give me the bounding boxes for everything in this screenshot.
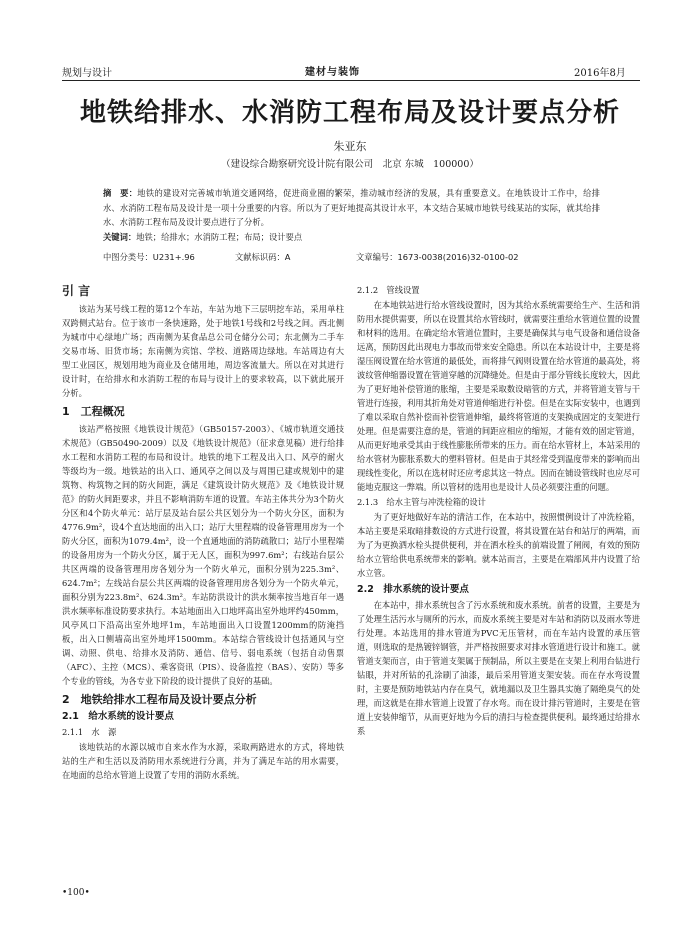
abstract-label: 摘 要： [103,188,138,198]
doc-code: 文献标识码：A [235,252,291,262]
clc-number: 中图分类号：U231+.96 [103,252,195,262]
keywords-text: 地铁；给排水；水消防工程；布局；设计要点 [136,231,303,242]
running-header-left: 规划与设计 [62,68,112,79]
abstract-block [103,186,600,244]
page-number: •100• [62,888,90,898]
section-1-paragraph: 该站严格按照《地铁设计规范》（GB50157-2003）、《城市轨道交通技术规范》（GB50490-2009）以及《地铁设计规范》（征求意见稿）进行给排水工程和水消防工程的布局和设计。地铁的地下工程及出入口、风亭的耐火等级均为一级。地铁站的出入口、通风亭之间以及与周围已建或规划中的建筑物、构筑物之间的防火间距，满足《建筑设计防火规范》及《地铁设计规范》的防火间距要求，并且不影响消防车道的设置。车站主体共分为3个防火分区和4个防火单元：站厅层及站台层公共区划分为一个防火分区，面积为4776.9m²，设4个直达地面的出入口；站厅大里程端的设备管理用房为一个防火分区，面积为1079.4m²，设一个直通地面的消防疏散口；站厅小里程端的设备用房为一个防火分区，属于无人区，面积为997.6m²；右线站台层公共区两端的设备管理用房各划分为一个防火单元，面积分别为225.3m²、624.7m²；左线站台层公共区两端的设备管理用房各划分为一个防火单元，面积分别为223.8m²、624.3m²。车站防洪设计的洪水频率按当地百年一遇洪水频率标准设防要求执行。本站地面出入口地坪高出室外地坪约450mm，风亭风口下沿高出室外地坪1m，车站地面出入口设置1200mm的防淹挡板，出入口侧墙高出室外地坪1500mm。本站综合管线设计包括通风与空调、动照、供电、给排水及消防、通信、信号、弱电系统（包括自动售票（AFC）、主控（MCS）、乘客资讯（PIS）、设备监控（BAS）、安防）等多个专业的管线，为各专业下阶段的设计提供了良好的基础。 [62,424,344,686]
running-header-journal: 建材与装饰 [305,67,360,78]
intro-paragraph: 该站为某号线工程的第12个车站，车站为地下三层明挖车站，采用单柱双跨侧式站台。位于该市一条快速路，处于地铁1号线和2号线之间。西北侧为城市中心绿地广场；西南侧为某食品总公司仓储分公司；东北侧为二手车交易市场、旧货市场；东南侧为宾馆、学校、道路周边绿地。车站周边有大型工业园区，规划用地为商业及仓储用地，周边客流量大。所以在对其进行设计时，在给排水和水消防工程的布局与设计上的要求较高，以下就此展开分析。 [62,304,344,398]
section-2-1-heading: 2.1 给水系统的设计要点 [62,711,174,722]
section-2-1-2-paragraph: 在本地铁站进行给水管线设置时，因为其给水系统需要给生产、生活和消防用水提供需要，所以在设置其给水管线时，就需要注重给水管道位置的设置和材料的选用。在确定给水管道位置时，主要是确保其与电气设备和通信设备远离，预防因此出现电力事故而带来安全隐患。所以在本站设计中，主要是将湿压阀设置在给水管道的最低处，而将排气阀则设置在给水管道的最高处，将波纹管伸缩器设置在管道穿越的沉降缝处。但是由于部分管线长度较大，因此为了更好地补偿管道的胀缩，主要是采取数设暗管的方式，并将管道支管与干管进行连接，利用其折角处对管道伸缩进行补偿。但是在实际安装中，也遇到了难以采取自然补偿而补偿管道伸缩，最终将管道的支架换成固定的支架进行处理。但是需要注意的是，管道的间距应相应的缩短，才能有效的固定管道，从而更好地承受其由于线性膨胀所带来的压力。而在给水管材上，本站采用的给水管材为膨胀系数大的塑料管材。但是由于其经常受到温度带来的影响而出现线性变化，所以在选材时还应考虑其这一特点。因而在铺设管线时也应尽可能地克服这一弊端。所以管材的选用也是设计人员必须要注重的问题。 [357,300,640,492]
running-header-date: 2016年8月 [574,68,626,79]
section-2-heading: 2 地铁给排水工程布局及设计要点分析 [62,693,257,706]
article-number: 文章编号：1673-0038(2016)32-0100-02 [356,252,519,262]
section-2-1-1-heading: 2.1.1 水 源 [62,727,117,737]
section-2-1-3-heading: 2.1.3 给水主管与冲洗栓箱的设计 [357,497,486,507]
left-column [62,282,344,782]
right-column [357,282,640,738]
section-1-heading: 1 工程概况 [62,405,125,418]
section-2-1-1-paragraph: 该地铁站的水源以城市自来水作为水源，采取两路进水的方式，将地铁站的生产和生活以及消防用水系统进行分离，并为了满足车站的用水需要，在地面的总给水管道上设置了专用的消防水系统。 [62,742,344,780]
intro-heading: 引 言 [62,284,91,298]
keywords-label: 关键词： [103,231,137,242]
author-affiliation: （建设综合勘察研究设计院有限公司 北京 东城 100000） [221,159,479,170]
section-2-2-heading: 2.2 排水系统的设计要点 [357,584,469,595]
section-2-1-3-paragraph: 为了更好地做好车站的清洁工作，在本站中，按照惯例设计了冲洗栓箱，本站主要是采取暗排数设的方式进行设置，将其设置在站台和站厅的两端，而为了为更换洒水栓头提供便利，并在洒水栓头的前端设置了闸阀，有效的预防给水立管给供电系统带来的影响。就本站而言，主要是在端部风井内设置了给水立管。 [357,512,640,578]
section-2-2-paragraph: 在本站中，排水系统包含了污水系统和废水系统。前者的设置，主要是为了处理生活污水与厕所的污水，而废水系统主要是对车站和消防以及雨水等进行处理。本站选用的排水管道为PVC无压管材，而在车站内设置的承压管道，则选取的是热镀锌钢管，并严格按照要求对排水管道进行设计和施工。就管道支架而言，由于管道支架属于预制品，所以主要是在支架上利用台钻进行钻眼，并对所钻的孔涂刷了油漆，最后采用管道支架安装。而在存水弯设置时，主要是预防地铁站内存在臭气，就地漏以及卫生器具实施了隔绝臭气的处理，而这就是在排水管道上设置了存水弯。而在设计排污管道时，主要是在管道上安装伸缩节，从而更好地为今后的清扫与检查提供便利。最终通过给排水系 [357,600,640,736]
author-name: 朱亚东 [333,140,367,153]
abstract-text: 地铁的建设对完善城市轨道交通网络，促进商业圈的繁荣，推动城市经济的发展，具有重要意义。在地铁设计工作中，给排水、水消防工程布局及设计是一项十分重要的内容。所以为了更好地提高其设计水平，本文结合某城市地铁号线某站的实际，就其给排水、水消防工程布局及设计要点进行了分析。 [103,188,600,227]
header-rule [62,80,640,81]
paper-title: 地铁给排水、水消防工程布局及设计要点分析 [79,98,620,128]
section-2-1-2-heading: 2.1.2 管线设置 [357,285,420,295]
